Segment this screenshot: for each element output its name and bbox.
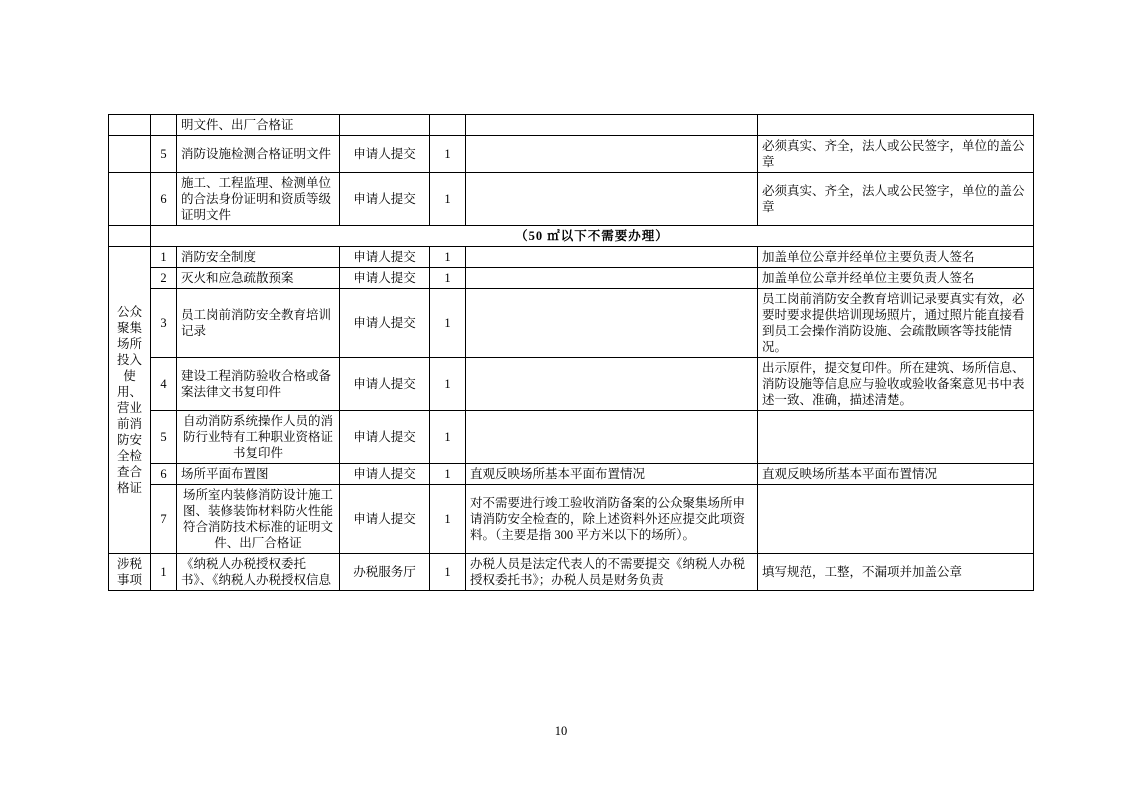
row-number: 7: [151, 485, 177, 554]
row-detail: [466, 136, 758, 173]
row-note: 出示原件，提交复印件。所在建筑、场所信息、消防设施等信息应与验收或验收备案意见书中表述一致、准确，描述清楚。: [758, 358, 1034, 411]
page-number: 10: [554, 724, 568, 738]
row-quantity: 1: [430, 136, 466, 173]
row-quantity: 1: [430, 358, 466, 411]
row-quantity: 1: [430, 411, 466, 464]
row-detail: [466, 173, 758, 226]
category-cell-continued: [109, 115, 151, 136]
row-number: 3: [151, 289, 177, 358]
row-quantity: 1: [430, 268, 466, 289]
row-number: 2: [151, 268, 177, 289]
row-item: 《纳税人办税授权委托书》、《纳税人办税授权信息: [177, 554, 340, 591]
row-quantity: 1: [430, 485, 466, 554]
row-submitter: 申请人提交: [340, 464, 430, 485]
row-item: 场所室内装修消防设计施工图、装修装饰材料防火性能符合消防技术标准的证明文件、出厂合格证: [177, 485, 340, 554]
row-note: 加盖单位公章并经单位主要负责人签名: [758, 268, 1034, 289]
table-row: [109, 485, 1034, 554]
row-quantity: [430, 115, 466, 136]
row-number: 1: [151, 247, 177, 268]
row-item: 明文件、出厂合格证: [177, 115, 340, 136]
row-note: [758, 485, 1034, 554]
row-quantity: 1: [430, 173, 466, 226]
row-item: 灭火和应急疏散预案: [177, 268, 340, 289]
category-cell-continued: [109, 173, 151, 226]
table-row: [109, 136, 1034, 173]
row-quantity: 1: [430, 247, 466, 268]
row-note: 直观反映场所基本平面布置情况: [758, 464, 1034, 485]
row-item: 自动消防系统操作人员的消防行业特有工种职业资格证书复印件: [177, 411, 340, 464]
row-detail: 直观反映场所基本平面布置情况: [466, 464, 758, 485]
table-row: [109, 173, 1034, 226]
row-detail: [466, 247, 758, 268]
row-submitter: 申请人提交: [340, 485, 430, 554]
row-detail: 对不需要进行竣工验收消防备案的公众聚集场所申请消防安全检查的，除上述资料外还应提交此项资料。（主要是指 300 平方米以下的场所）。: [466, 485, 758, 554]
row-note: [758, 115, 1034, 136]
table-row: [109, 247, 1034, 268]
row-note: 填写规范，工整，不漏项并加盖公章: [758, 554, 1034, 591]
table-row: [109, 115, 1034, 136]
row-note: [758, 411, 1034, 464]
row-number: 6: [151, 173, 177, 226]
row-item: 消防安全制度: [177, 247, 340, 268]
row-submitter: 申请人提交: [340, 247, 430, 268]
row-quantity: 1: [430, 464, 466, 485]
section-banner: （50 ㎡以下不需要办理）: [151, 226, 1034, 247]
row-detail: [466, 289, 758, 358]
row-submitter: 申请人提交: [340, 358, 430, 411]
requirements-table: [108, 114, 1034, 591]
row-number: 5: [151, 411, 177, 464]
row-note: 加盖单位公章并经单位主要负责人签名: [758, 247, 1034, 268]
row-number: [151, 115, 177, 136]
category-cell-continued: [109, 136, 151, 173]
row-number: 1: [151, 554, 177, 591]
row-submitter: 申请人提交: [340, 411, 430, 464]
table-row: [109, 464, 1034, 485]
row-submitter: 申请人提交: [340, 268, 430, 289]
category-tax: 涉税事项: [109, 554, 151, 591]
row-item: 员工岗前消防安全教育培训记录: [177, 289, 340, 358]
row-submitter: 申请人提交: [340, 289, 430, 358]
row-detail: [466, 268, 758, 289]
row-item: 场所平面布置图: [177, 464, 340, 485]
row-number: 5: [151, 136, 177, 173]
row-number: 6: [151, 464, 177, 485]
table-row: [109, 268, 1034, 289]
row-submitter: 申请人提交: [340, 136, 430, 173]
row-number: 4: [151, 358, 177, 411]
row-detail: [466, 411, 758, 464]
banner-row: [109, 226, 1034, 247]
category-cell-continued: [109, 226, 151, 247]
table-row: [109, 358, 1034, 411]
category-public-gathering: 公众聚集场所投入使用、营业前消防安全检查合格证: [109, 247, 151, 554]
row-detail: 办税人员是法定代表人的不需要提交《纳税人办税授权委托书》；办税人员是财务负责: [466, 554, 758, 591]
row-item: 施工、工程监理、检测单位的合法身份证明和资质等级证明文件: [177, 173, 340, 226]
row-quantity: 1: [430, 554, 466, 591]
row-submitter: 申请人提交: [340, 173, 430, 226]
row-note: 必须真实、齐全，法人或公民签字，单位的盖公章: [758, 136, 1034, 173]
row-submitter: 办税服务厅: [340, 554, 430, 591]
row-detail: [466, 358, 758, 411]
table-row: [109, 411, 1034, 464]
row-detail: [466, 115, 758, 136]
row-note: 必须真实、齐全，法人或公民签字，单位的盖公章: [758, 173, 1034, 226]
row-item: 消防设施检测合格证明文件: [177, 136, 340, 173]
row-quantity: 1: [430, 289, 466, 358]
table-row: [109, 289, 1034, 358]
row-submitter: [340, 115, 430, 136]
row-item: 建设工程消防验收合格或备案法律文书复印件: [177, 358, 340, 411]
row-note: 员工岗前消防安全教育培训记录要真实有效，必要时要求提供培训现场照片，通过照片能直接看到员工会操作消防设施、会疏散顾客等技能情况。: [758, 289, 1034, 358]
table-row: [109, 554, 1034, 591]
